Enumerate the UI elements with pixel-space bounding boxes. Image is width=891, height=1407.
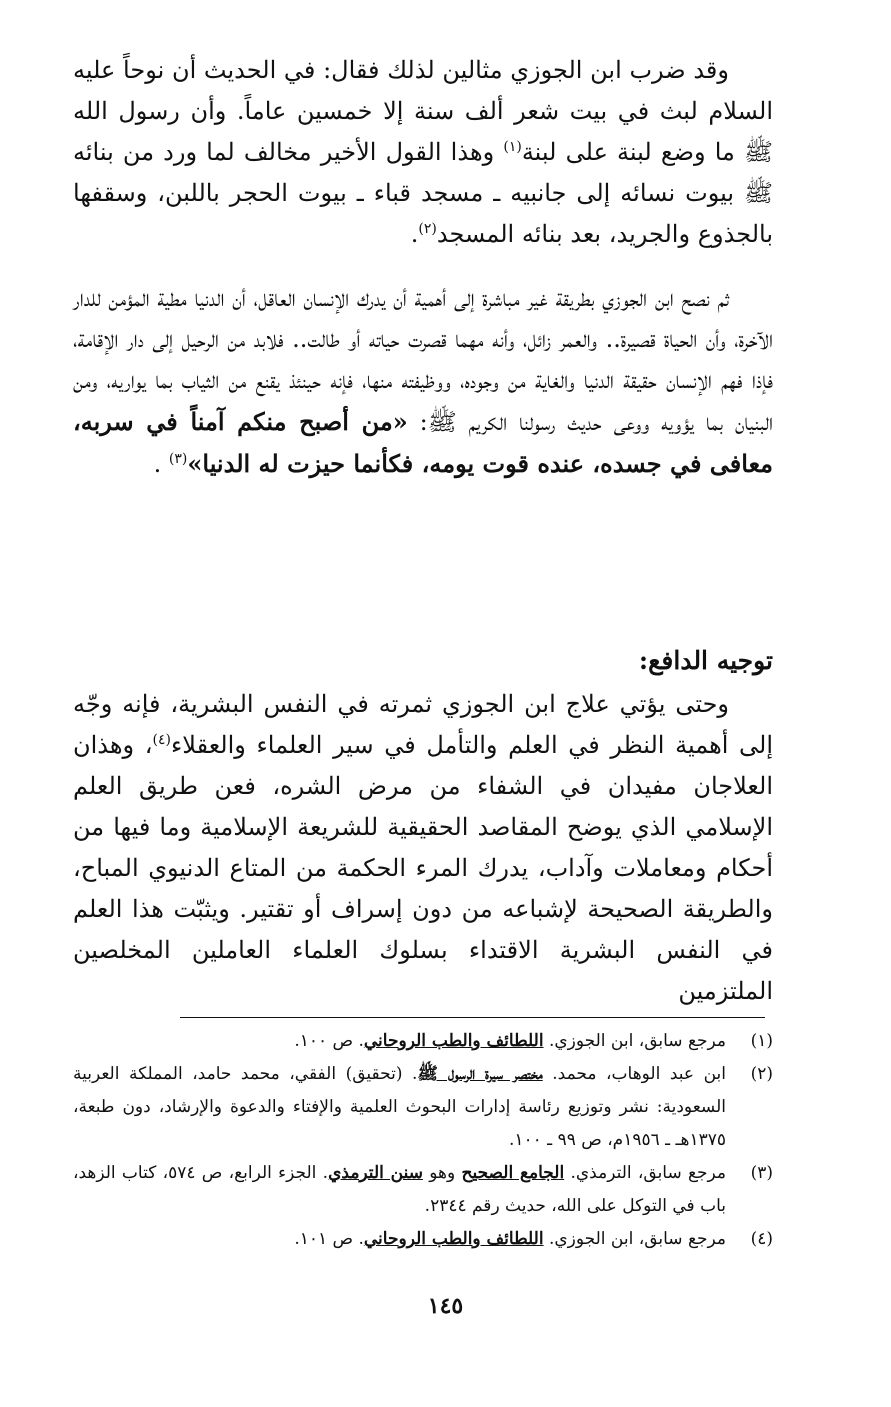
- footnote-number: (٢): [750, 1064, 773, 1084]
- footnote-text: . الجزء الرابع، ص ٥٧٤، كتاب الزهد، باب في التوكل على الله، حديث رقم ٢٣٤٤.: [73, 1163, 726, 1216]
- footnote-book-title: اللطائف والطب الروحاني: [363, 1031, 544, 1051]
- paragraph-3-text-a: وحتى يؤتي علاج ابن الجوزي ثمرته في النفس البشرية، فإنه وجّه إلى أهمية النظر في العلم والتأمل في سير العلماء والعقلاء: [73, 690, 773, 759]
- paragraph-1-text-a: وقد ضرب ابن الجوزي مثالين لذلك فقال: في الحديث أن نوحاً عليه السلام لبث في بيت شعر ألف سنة إلا خمسين عاماً. وأن رسول الله ﷺ ما وضع لبنة على لبنة: [73, 56, 773, 166]
- paragraph-2-text-b: .: [153, 450, 169, 478]
- paragraph-2-text-a: ثم نصح ابن الجوزي بطريقة غير مباشرة إلى أهمية أن يدرك الإنسان العاقل، أن الدنيا مطية المؤمن للدار الآخرة، وأن الحياة قصيرة.. والعمر زائل، وأنه مهما قصرت حياته أو طالت.. فلابد من الرحيل إلى دار الإقامة، فإذا فهم الإنسان حقيقة الدنيا والغاية من وجوده، ووظيفته منها، فإنه حينئذ يقنع من الثياب بما يواريه، ومن البنيان بما يؤويه ووعى حديث رسولنا الكريم ﷺ:: [73, 284, 773, 436]
- footnote-divider: [180, 1017, 765, 1018]
- paragraph-1-text-b: وهذا القول الأخير مخالف لما ورد من بنائه ﷺ بيوت نسائه إلى جانبيه ـ مسجد قباء ـ بيوت الحجر باللبن، وسقفها بالجذوع والجريد، بعد بنائه المسجد: [73, 138, 773, 248]
- footnote-text: مرجع سابق، ابن الجوزي.: [543, 1229, 726, 1249]
- footnote-ref-3[interactable]: (٣): [168, 451, 188, 467]
- footnote-item-3: [73, 1157, 773, 1223]
- footnote-item-4: [73, 1223, 773, 1256]
- footnote-number: (٤): [750, 1229, 773, 1249]
- footnote-text: مرجع سابق، ابن الجوزي.: [543, 1031, 726, 1051]
- footnote-text: مرجع سابق، الترمذي.: [564, 1163, 727, 1183]
- footnote-book-title: الجامع الصحيح: [461, 1163, 565, 1183]
- section-heading: توجيه الدافع:: [638, 646, 773, 675]
- footnote-text: وهو: [422, 1163, 462, 1183]
- paragraph-1: [73, 50, 773, 255]
- footnote-text: . (تحقيق) الفقي، محمد حامد، المملكة العربية السعودية: نشر وتوزيع رئاسة إدارات البحوث العلمية والإفتاء والدعوة والإرشاد، دون طبعة، ١٣٧٥هـ ـ ١٩٥٦م، ص ٩٩ ـ ١٠٠.: [73, 1064, 726, 1150]
- paragraph-3-text-b: ، وهذان العلاجان مفيدان في الشفاء من مرض الشره، فعن طريق العلم الإسلامي الذي يوضح المقاصد الحقيقية للشريعة الإسلامية وما فيها من أحكام ومعاملات وآداب، يدرك المرء الحكمة من المتاع الدنيوي المباح، والطريقة الصحيحة لإشباعه من دون إسراف أو تقتير. ويثبّت هذا العلم في النفس البشرية الاقتداء بسلوك العلماء العاملين المخلصين الملتزمين: [73, 731, 773, 1005]
- footnote-text: . ص ١٠٠.: [294, 1031, 364, 1051]
- footnote-text: ابن عبد الوهاب، محمد.: [542, 1064, 726, 1084]
- footnote-ref-4[interactable]: (٤): [152, 732, 171, 748]
- hadith-quote: «من أصبح منكم آمناً في سربه، معافى في جسده، عنده قوت يومه، فكأنما حيزت له الدنيا»: [73, 407, 773, 478]
- page-number: ١٤٥: [427, 1293, 464, 1319]
- footnote-number: (١): [750, 1031, 773, 1051]
- footnote-ref-2[interactable]: (٢): [418, 221, 437, 237]
- footnote-book-title: مختصر سيرة الرسول ﷺ: [417, 1064, 543, 1084]
- footnotes-list: [73, 1025, 773, 1256]
- footnote-item-2: [73, 1058, 773, 1157]
- paragraph-3: [73, 684, 773, 1012]
- footnote-text: . ص ١٠١.: [294, 1229, 364, 1249]
- footnote-book-title-alt: سنن الترمذي: [328, 1163, 423, 1183]
- footnote-item-1: [73, 1025, 773, 1058]
- footnote-book-title: اللطائف والطب الروحاني: [363, 1229, 544, 1249]
- paragraph-1-text-c: .: [410, 220, 419, 248]
- footnote-number: (٣): [750, 1163, 773, 1183]
- paragraph-2: [73, 278, 773, 485]
- footnote-ref-1[interactable]: (١): [503, 139, 522, 155]
